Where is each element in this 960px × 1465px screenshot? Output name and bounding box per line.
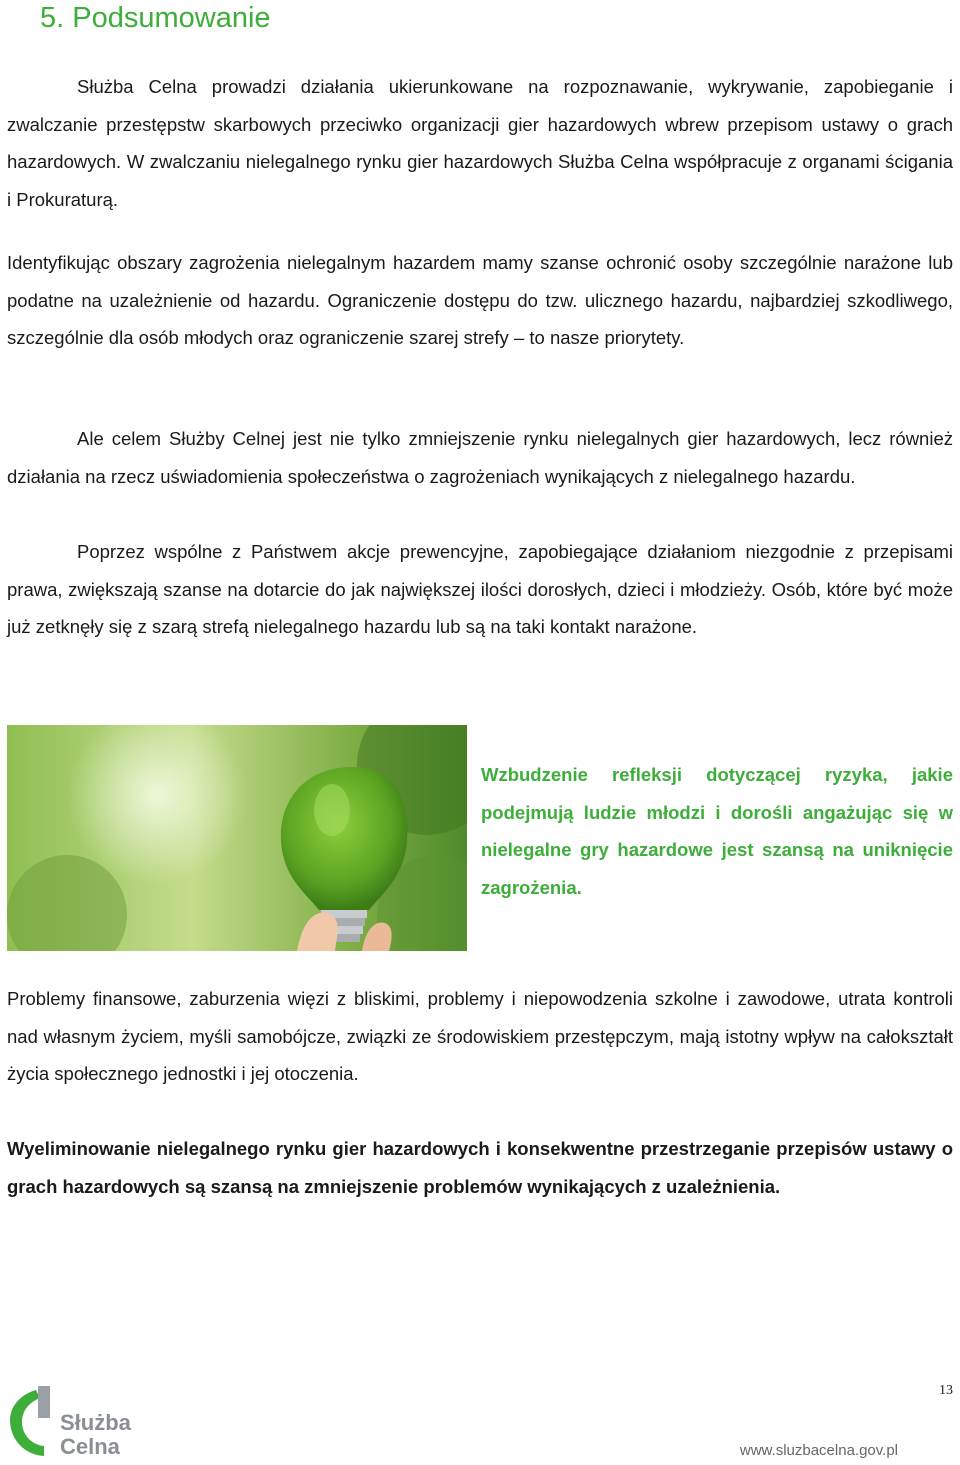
logo-line2: Celna (60, 1434, 120, 1459)
page-number: 13 (939, 1383, 953, 1398)
paragraph-goals: Ale celem Służby Celnej jest nie tylko zmniejszenie rynku nielegalnych gier hazardowych, lecz również działania na rzecz uświadomienia społeczeństwa o zagrożeniach wynikających z nielegalnego hazardu. (7, 428, 953, 487)
paragraph-prevention: Poprzez wspólne z Państwem akcje prewencyjne, zapobiegające działaniom niezgodnie z przepisami prawa, zwiększają szanse na dotarcie do jak największej ilości dorosłych, dzieci i młodzieży. Osób, które być może już zetknęły się z szarą strefą nielegalnego hazardu lub są na taki kontakt narażone. (7, 541, 953, 637)
paragraph-threat-areas: Identyfikując obszary zagrożenia nielegalnym hazardem mamy szanse ochronić osoby szczególnie narażone lub podatne na uzależnienie od hazardu. Ograniczenie dostępu do tzw. ulicznego hazardu, najbardziej szkodliwego, szczególnie dla osób młodych oraz ograniczenie szarej strefy – to nasze priorytety. (7, 252, 953, 348)
green-lightbulb-photo (7, 725, 467, 951)
section-heading: 5. Podsumowanie (40, 2, 271, 34)
paragraph-problems: Problemy finansowe, zaburzenia więzi z bliskimi, problemy i niepowodzenia szkolne i zawodowe, utrata kontroli nad własnym życiem, myśli samobójcze, związki ze środowiskiem przestępczym, mają istotny wpływ na całokształt życia społecznego jednostki i jej otoczenia. (7, 988, 953, 1084)
logo-line1: Służba (60, 1410, 131, 1435)
website-link[interactable]: www.sluzbacelna.gov.pl (739, 1442, 898, 1459)
paragraph-intro: Służba Celna prowadzi działania ukierunkowane na rozpoznawanie, wykrywanie, zapobieganie i zwalczanie przestępstw skarbowych przeciwko organizacji gier hazardowych wbrew przepisom ustawy o grach hazardowych. W zwalczaniu nielegalnego rynku gier hazardowych Służba Celna współpracuje z organami ścigania i Prokuraturą. (7, 76, 953, 210)
sluzba-celna-logo (0, 1380, 150, 1460)
paragraph-conclusion: Wyeliminowanie nielegalnego rynku gier hazardowych i konsekwentne przestrzeganie przepisów ustawy o grach hazardowych są szansą na zmniejszenie problemów wynikających z uzależnienia. (7, 1138, 953, 1197)
highlight-callout: Wzbudzenie refleksji dotyczącej ryzyka, jakie podejmują ludzie młodzi i dorośli angażując się w nielegalne gry hazardowe jest szansą na uniknięcie zagrożenia. (481, 764, 953, 898)
